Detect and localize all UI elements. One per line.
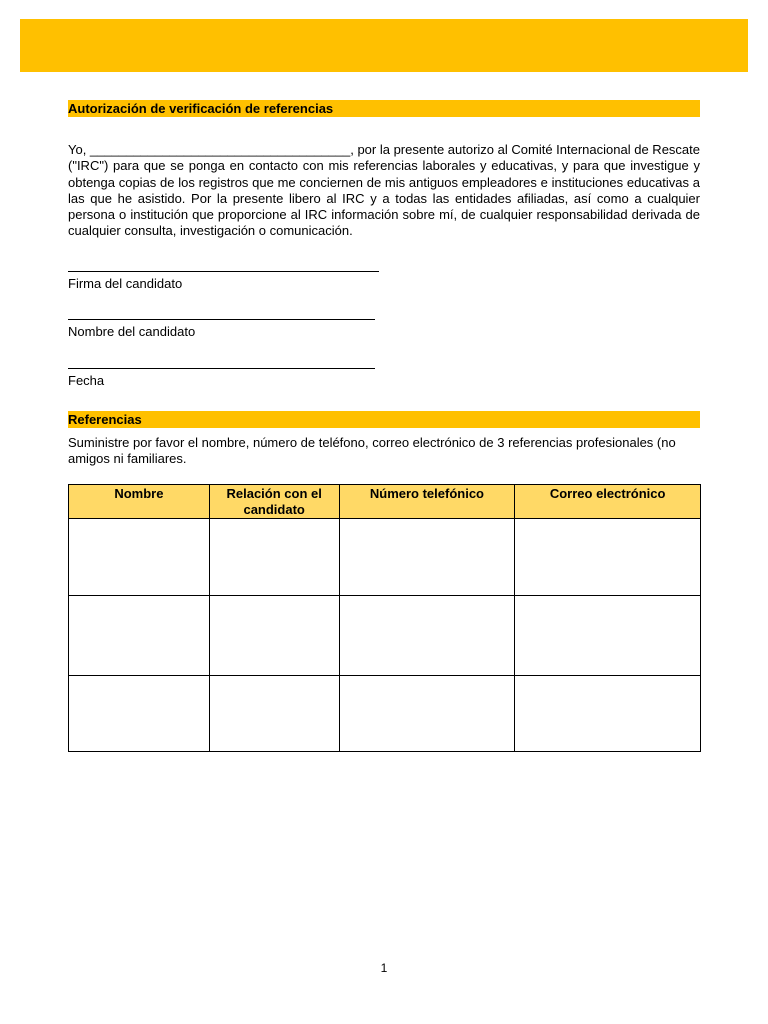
- table-row: [69, 676, 701, 752]
- table-cell[interactable]: [339, 676, 515, 752]
- name-line[interactable]: [68, 319, 375, 320]
- column-header-correo: Correo electrónico: [515, 485, 701, 519]
- table-cell[interactable]: [209, 596, 339, 676]
- signature-label-firma: Firma del candidato: [68, 276, 183, 291]
- column-header-relacion: Relación con el candidato: [209, 485, 339, 519]
- header-banner: [20, 19, 748, 72]
- table-cell[interactable]: [515, 596, 701, 676]
- authorization-heading: Autorización de verificación de referencias: [68, 100, 700, 117]
- table-cell[interactable]: [209, 676, 339, 752]
- signature-block-firma: [68, 271, 379, 291]
- page-number: 1: [380, 961, 388, 975]
- references-instructions: Suministre por favor el nombre, número de teléfono, correo electrónico de 3 referencias profesionales (no amigos ni familiares.: [68, 435, 676, 467]
- table-cell[interactable]: [515, 519, 701, 596]
- table-cell[interactable]: [69, 519, 210, 596]
- table-header-row: [69, 485, 701, 519]
- table-cell[interactable]: [515, 676, 701, 752]
- signature-block-nombre: [68, 319, 375, 339]
- table-cell[interactable]: [339, 596, 515, 676]
- table-row: [69, 596, 701, 676]
- table-row: [69, 519, 701, 596]
- table-cell[interactable]: [69, 596, 210, 676]
- table-cell[interactable]: [69, 676, 210, 752]
- references-heading: Referencias: [68, 411, 700, 428]
- signature-line[interactable]: [68, 271, 379, 272]
- column-header-telefono: Número telefónico: [339, 485, 515, 519]
- table-cell[interactable]: [209, 519, 339, 596]
- signature-label-fecha: Fecha: [68, 373, 105, 388]
- references-table: [68, 484, 701, 752]
- date-line[interactable]: [68, 368, 375, 369]
- signature-block-fecha: [68, 368, 375, 388]
- signature-label-nombre: Nombre del candidato: [68, 324, 196, 339]
- table-cell[interactable]: [339, 519, 515, 596]
- authorization-paragraph: Yo, ____________________________________, por la presente autorizo al Comité Internacional de Rescate ("IRC") para que se ponga en contacto con mis referencias laborales y educativas, y para que investigue y obtenga copias de los registros que me conciernen de mis antiguos empleadores e instituciones educativas a las que he asistido. Por la presente libero al IRC y a todas las entidades afiliadas, así como a cualquier persona o institución que proporcione al IRC información sobre mí, de cualquier responsabilidad derivada de cualquier consulta, investigación o comunicación.: [68, 142, 700, 239]
- column-header-nombre: Nombre: [69, 485, 210, 519]
